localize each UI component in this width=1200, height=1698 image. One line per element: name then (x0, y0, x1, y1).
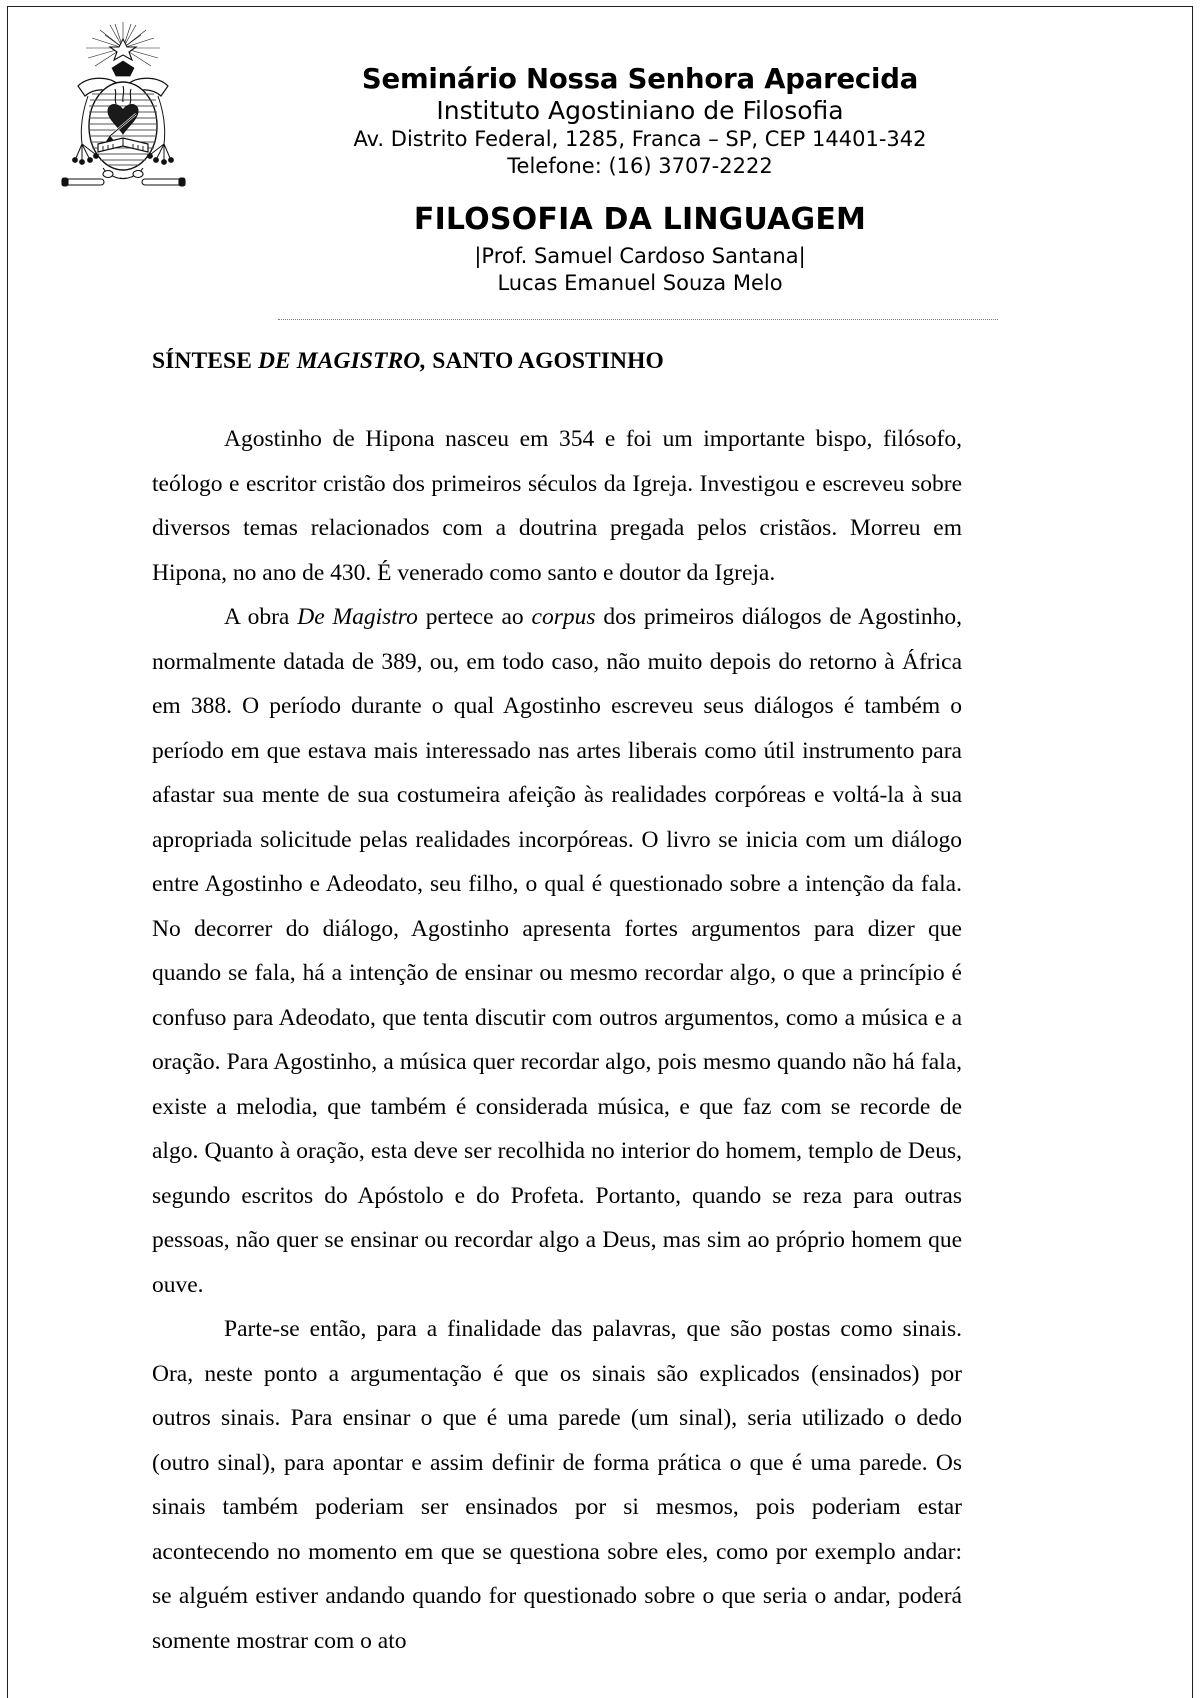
paragraph-1 (152, 417, 962, 595)
document-body (152, 348, 962, 1663)
paragraph-2-run-5: dos primeiros diálogos de Agostinho, normalmente datada de 389, ou, em todo caso, não muito depois do retorno à África em 388. O período durante o qual Agostinho escreveu seus diálogos é também o período em que estava mais interessado nas artes liberais como útil instrumento para afastar sua mente de sua costumeira afeição às realidades corpóreas e voltá-la à sua apropriada solicitude pelas realidades incorpóreas. O livro se inicia com um diálogo entre Agostinho e Adeodato, seu filho, o qual é questionado sobre a intenção da fala. No decorrer do diálogo, Agostinho apresenta fortes argumentos para dizer que quando se fala, há a intenção de ensinar ou mesmo recordar algo, o que a princípio é confuso para Adeodato, que tenta discutir com outros argumentos, como a música e a oração. Para Agostinho, a música quer recordar algo, pois mesmo quando não há fala, existe a melodia, que também é considerada música, e que faz com se recorde de algo. Quanto à oração, esta deve ser recolhida no interior do homem, templo de Deus, segundo escritos do Apóstolo e do Profeta. Portanto, quando se reza para outras pessoas, não quer se ensinar ou recordar algo a Deus, mas sim ao próprio homem que ouve. (152, 604, 962, 1298)
page-title (152, 348, 962, 375)
page-title-italic: DE MAGISTRO, (257, 348, 427, 374)
org-identity-block (60, 18, 1140, 180)
student-name: Lucas Emanuel Souza Melo (497, 270, 783, 295)
paragraph-2 (152, 595, 962, 1307)
course-title: FILOSOFIA DA LINGUAGEM (413, 201, 867, 237)
letterhead (0, 0, 1200, 300)
paragraph-3 (152, 1307, 962, 1663)
paragraph-2-run-4-italic: corpus (531, 604, 596, 630)
professor-name: |Prof. Samuel Cardoso Santana| (474, 243, 806, 268)
paragraph-3-text: Parte-se então, para a finalidade das palavras, que são postas como sinais. Ora, neste ponto a argumentação é que os sinais são explicados (ensinados) por outros sinais. Para ensinar o que é uma parede (um sinal), seria utilizado o dedo (outro sinal), para apontar e assim definir de forma prática o que é uma parede. Os sinais também poderiam ser ensinados por si mesmos, pois poderiam estar acontecendo no momento em que se questiona sobre eles, como por exemplo andar: se alguém estiver andando quando for questionado sobre o que seria o andar, poderá somente mostrar com o ato (152, 1316, 962, 1654)
paragraph-2-run-2-italic: De Magistro (297, 604, 418, 630)
org-phone: Telefone: (16) 3707-2222 (507, 153, 773, 178)
paragraph-2-run-3: pertece ao (417, 604, 532, 630)
page-title-pre: SÍNTESE (152, 348, 258, 374)
paragraph-1-text: Agostinho de Hipona nasceu em 354 e foi um importante bispo, filósofo, teólogo e escritor cristão dos primeiros séculos da Igreja. Investigou e escreveu sobre diversos temas relacionados com a doutrina pregada pelos cristãos. Morreu em Hipona, no ano de 430. É venerado como santo e doutor da Igreja. (152, 426, 962, 586)
org-address: Av. Distrito Federal, 1285, Franca – SP, CEP 14401-342 (353, 126, 927, 151)
header-divider (278, 319, 998, 320)
org-subtitle: Instituto Agostiniano de Filosofia (436, 95, 844, 125)
augustinian-coat-of-arms-icon (48, 18, 198, 198)
org-name: Seminário Nossa Senhora Aparecida (361, 63, 919, 95)
paragraph-2-run-1: A obra (224, 604, 298, 630)
page-title-post: SANTO AGOSTINHO (426, 348, 664, 374)
